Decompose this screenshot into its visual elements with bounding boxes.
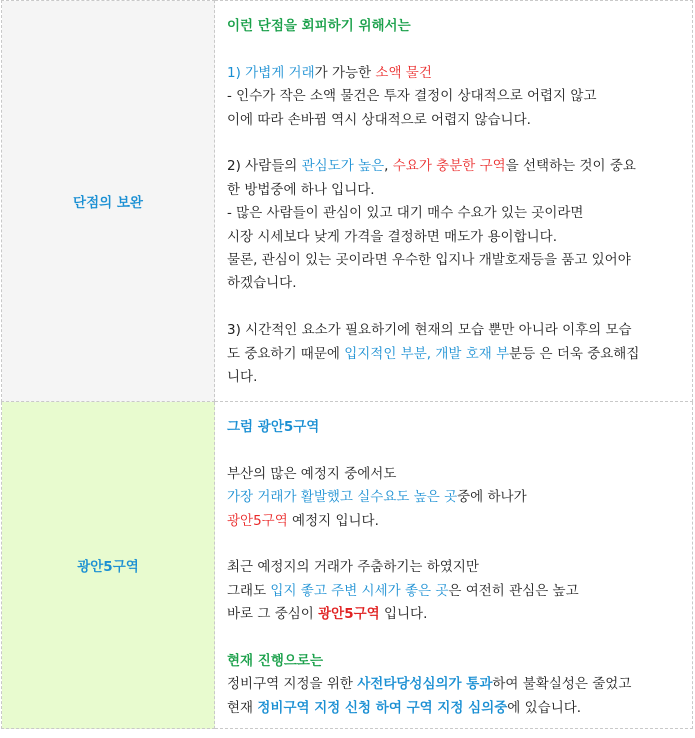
text-line	[227, 580, 682, 603]
section-heading: 현재 진행으로는	[227, 653, 323, 670]
text-line: - 많은 사람들이 관심이 있고 대기 매수 수요가 있는 곳이라면	[227, 205, 584, 222]
plain-text: 하여 불확실성은 줄었고	[492, 676, 632, 693]
text-line	[227, 155, 682, 178]
table-row	[2, 1, 693, 402]
row-label-cell	[2, 1, 215, 402]
info-table	[1, 0, 693, 729]
plain-text: 현재	[227, 699, 258, 716]
plain-text: 에 있습니다.	[507, 699, 582, 716]
highlight-text: 관심도가 높은	[301, 158, 385, 175]
text-line: 한 방법중에 하나 입니다.	[227, 181, 375, 198]
row-label: 단점의 보완	[73, 195, 143, 211]
plain-text: 예정지 입니다.	[287, 512, 379, 529]
plain-text: 2) 사람들의	[227, 158, 302, 175]
highlight-text: 광안5구역	[318, 606, 380, 623]
highlight-text: 입지적인 부분, 개발 호재 부	[344, 345, 510, 362]
text-line: - 인수가 작은 소액 물건은 투자 결정이 상대적으로 어렵지 않고	[227, 88, 597, 105]
text-line: 시장 시세보다 낮게 가격을 결정하면 매도가 용이합니다.	[227, 228, 557, 245]
highlight-text: 광안5구역	[227, 512, 288, 529]
text-line: 니다.	[227, 369, 258, 386]
text-line	[227, 603, 682, 626]
text-line	[227, 697, 682, 720]
plain-text: 은 여전히 관심은 높고	[448, 582, 579, 599]
text-line: 하겠습니다.	[227, 275, 297, 292]
row-content-cell	[215, 1, 693, 402]
text-line: 3) 시간적인 요소가 필요하기에 현재의 모습 뿐만 아니라 이후의 모습	[227, 322, 632, 339]
highlight-text: 1) 가볍게 거래	[227, 64, 315, 81]
row-content-cell	[215, 402, 693, 729]
text-line: 이에 따라 손바뀜 역시 상대적으로 어렵지 않습니다.	[227, 111, 531, 128]
text-line	[227, 486, 682, 509]
text-line: 부산의 많은 예정지 중에서도	[227, 465, 397, 482]
plain-text: ,	[384, 158, 393, 175]
row-label-cell	[2, 402, 215, 729]
highlight-text: 사전타당성심의가 통과	[357, 676, 493, 693]
section-heading: 그럼 광안5구역	[227, 419, 320, 435]
plain-text: 그래도	[227, 582, 271, 599]
row-label: 광안5구역	[77, 559, 139, 575]
text-line: 최근 예정지의 거래가 주춤하기는 하였지만	[227, 559, 479, 576]
text-line	[227, 62, 682, 85]
plain-text: 을 선택하는 것이 중요	[505, 158, 636, 175]
text-line	[227, 343, 682, 366]
highlight-text: 정비구역 지정 신청 하여 구역 지정 심의중	[257, 699, 508, 716]
highlight-text: 수요가 충분한 구역	[392, 158, 506, 175]
plain-text: 도 중요하기 때문에	[227, 345, 345, 362]
plain-text: 중에 하나가	[457, 489, 527, 506]
plain-text: 정비구역 지정을 위한	[227, 676, 358, 693]
plain-text: 입니다.	[379, 606, 428, 623]
highlight-text: 가장 거래가 활발했고 실수요도 높은 곳	[227, 489, 458, 506]
highlight-text: 소액 물건	[375, 64, 432, 81]
table-row	[2, 402, 693, 729]
text-line	[227, 673, 682, 696]
plain-text: 바로 그 중심이	[227, 606, 319, 623]
plain-text: 가 가능한	[314, 64, 376, 81]
text-line: 물론, 관심이 있는 곳이라면 우수한 입지나 개발호재등을 품고 있어야	[227, 252, 631, 269]
section-heading: 이런 단점을 회피하기 위해서는	[227, 18, 411, 34]
plain-text: 분등 은 더욱 중요해집	[509, 345, 640, 362]
text-line	[227, 510, 682, 533]
highlight-text: 입지 좋고 주변 시세가 좋은 곳	[270, 582, 449, 599]
